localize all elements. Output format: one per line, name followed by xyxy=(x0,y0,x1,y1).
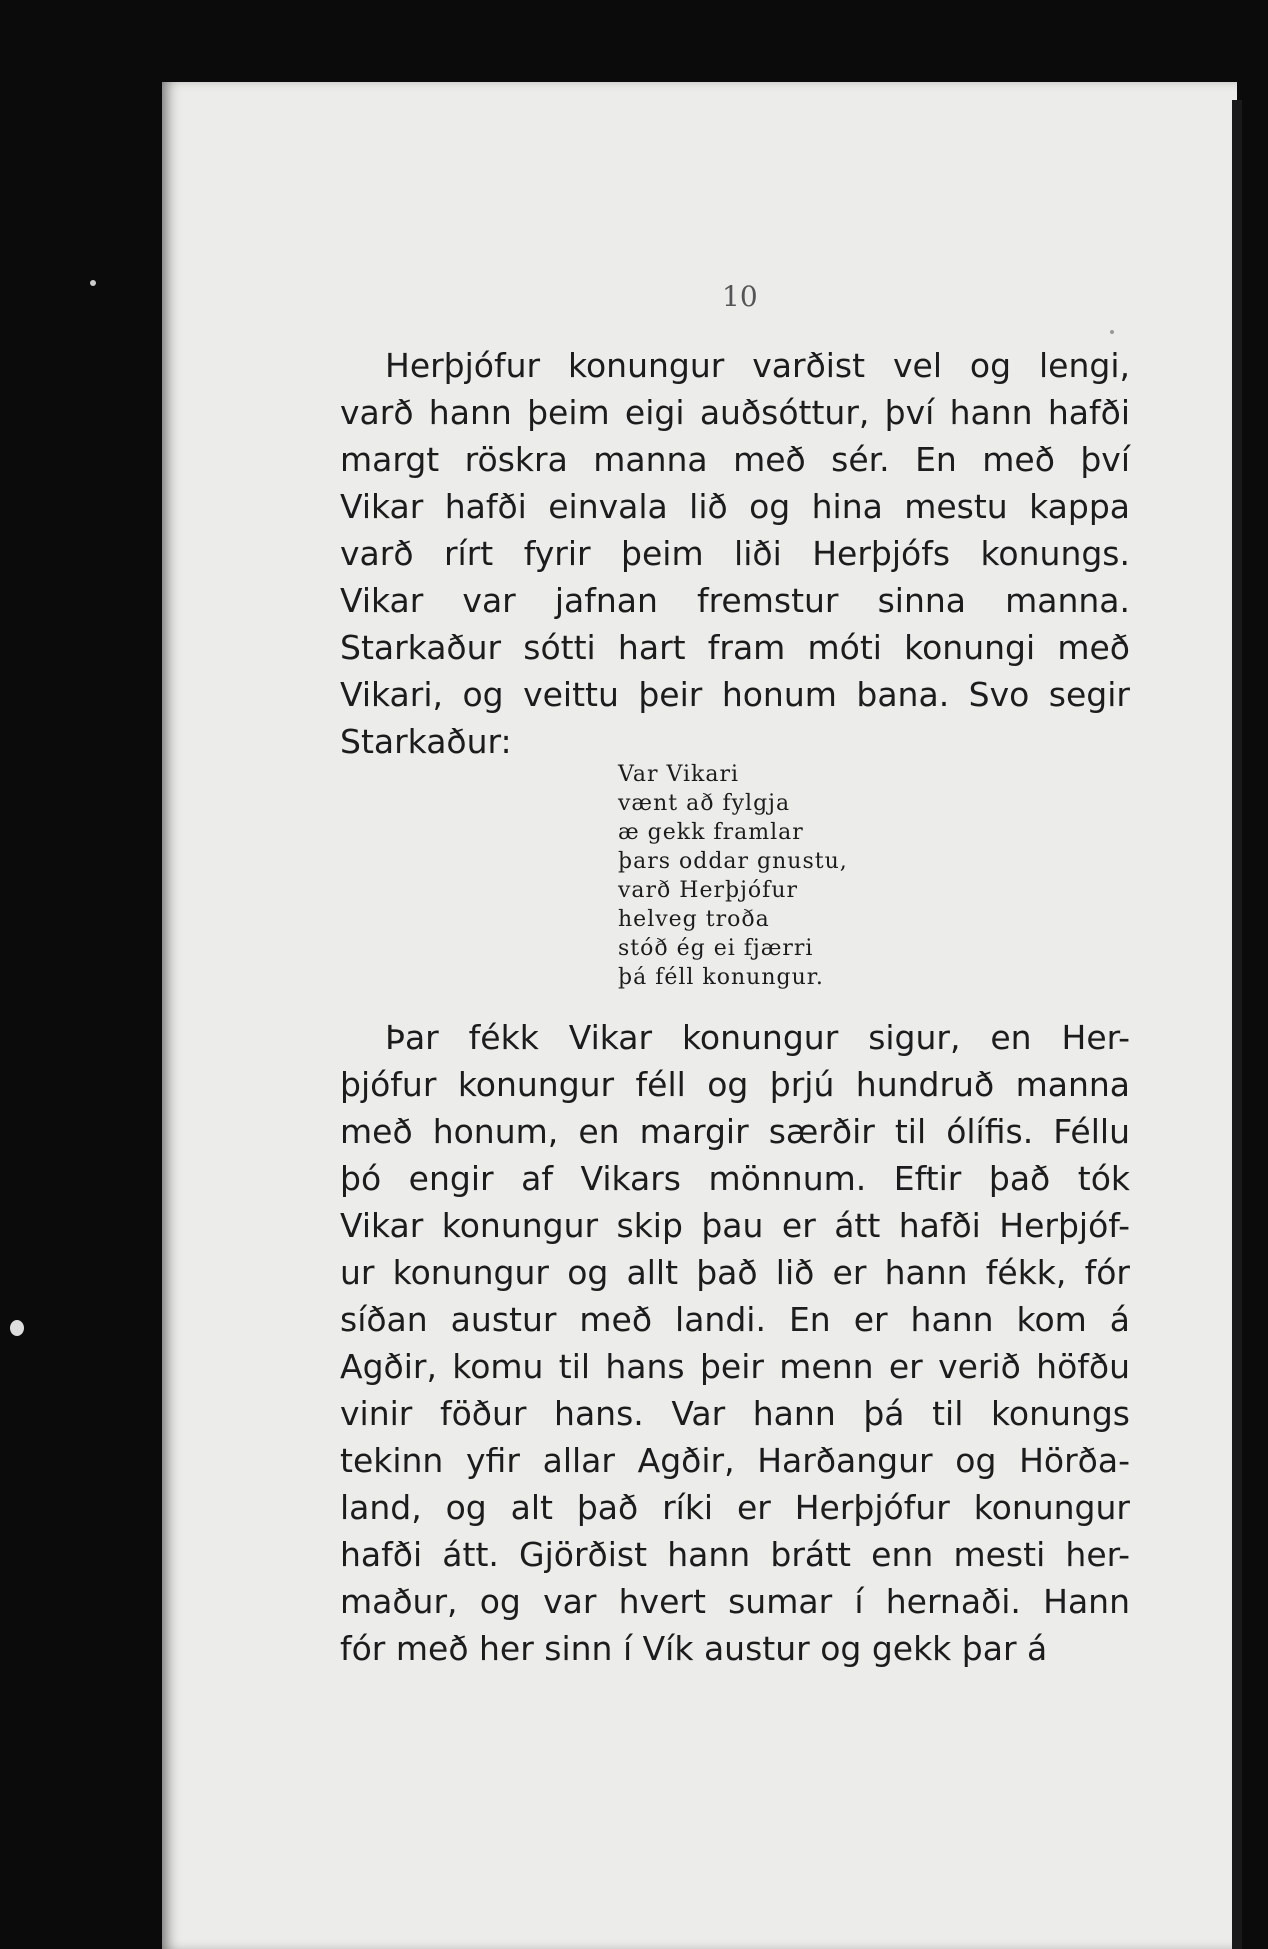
text-line: Vikar var jafnan fremstur sinna manna. xyxy=(340,581,1130,620)
text-line: Starkaður sótti hart fram móti konungi með xyxy=(340,628,1130,667)
verse-line: þars oddar gnustu, xyxy=(618,849,848,874)
scan-speck xyxy=(1110,330,1114,334)
text-line: þjófur konungur féll og þrjú hundruð manna xyxy=(340,1065,1130,1104)
text-line: vinir föður hans. Var hann þá til konungs xyxy=(340,1394,1130,1433)
verse-line: varð Herþjófur xyxy=(618,878,798,903)
text-line: Starkaður: xyxy=(340,722,512,761)
verse-line: vænt að fylgja xyxy=(618,791,791,816)
verse-block xyxy=(618,760,848,992)
text-line: Vikar hafði einvala lið og hina mestu kappa xyxy=(340,487,1130,526)
text-line: Vikari, og veittu þeir honum bana. Svo segir xyxy=(340,675,1130,714)
text-line: Agðir, komu til hans þeir menn er verið höfðu xyxy=(340,1347,1130,1386)
text-line: hafði átt. Gjörðist hann brátt enn mesti her- xyxy=(340,1535,1130,1574)
text-line: maður, og var hvert sumar í hernaði. Hann xyxy=(340,1582,1130,1621)
text-line: Þar fékk Vikar konungur sigur, en Her- xyxy=(385,1018,1130,1057)
verse-line: æ gekk framlar xyxy=(618,820,804,845)
paragraph-1 xyxy=(340,342,1130,765)
verse-line: Var Vikari xyxy=(618,762,740,787)
text-line: Vikar konungur skip þau er átt hafði Herþjóf- xyxy=(340,1206,1130,1245)
text-line: þó engir af Vikars mönnum. Eftir það tók xyxy=(340,1159,1130,1198)
text-line: tekinn yfir allar Agðir, Harðangur og Hörða- xyxy=(340,1441,1130,1480)
text-line: fór með her sinn í Vík austur og gekk þar á xyxy=(340,1629,1048,1668)
text-line: varð rírt fyrir þeim liði Herþjófs konungs. xyxy=(340,534,1130,573)
page-number: 10 xyxy=(722,280,758,313)
verse-line: helveg troða xyxy=(618,907,770,932)
paragraph-2 xyxy=(340,1014,1130,1672)
text-line: land, og alt það ríki er Herþjófur konungur xyxy=(340,1488,1130,1527)
text-line: varð hann þeim eigi auðsóttur, því hann hafði xyxy=(340,393,1130,432)
text-line: Herþjófur konungur varðist vel og lengi, xyxy=(385,346,1130,385)
verse-line: þá féll konungur. xyxy=(618,965,824,990)
verse-line: stóð ég ei fjærri xyxy=(618,936,814,961)
scan-speck xyxy=(90,280,96,286)
text-line: ur konungur og allt það lið er hann fékk, fór xyxy=(340,1253,1130,1292)
text-line: margt röskra manna með sér. En með því xyxy=(340,440,1130,479)
text-line: með honum, en margir særðir til ólífis. Féllu xyxy=(340,1112,1130,1151)
text-line: síðan austur með landi. En er hann kom á xyxy=(340,1300,1130,1339)
page-edge xyxy=(1232,100,1242,1949)
scan-speck xyxy=(10,1320,24,1336)
